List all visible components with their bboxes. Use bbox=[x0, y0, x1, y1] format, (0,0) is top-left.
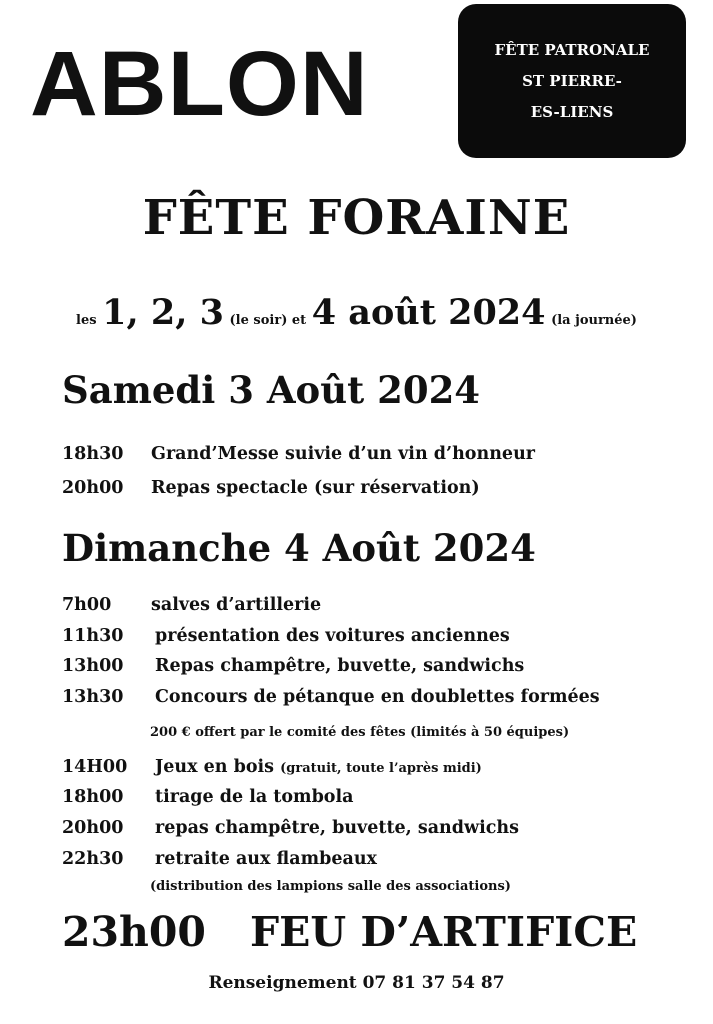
schedule-row bbox=[62, 444, 536, 464]
event-time: 18h00 bbox=[62, 787, 124, 807]
event-time: 18h30 bbox=[62, 444, 124, 464]
event-text: Concours de pétanque en doublettes formées bbox=[155, 687, 600, 707]
event-text: Jeux en bois bbox=[155, 757, 275, 777]
event-title: FÊTE FORAINE bbox=[142, 190, 571, 246]
event-time: 11h30 bbox=[62, 626, 124, 646]
event-text: Repas spectacle (sur réservation) bbox=[151, 478, 480, 498]
event-time: 22h30 bbox=[62, 849, 124, 869]
fireworks-time: 23h00 bbox=[62, 908, 206, 956]
badge-line-1: FÊTE PATRONALE bbox=[494, 40, 650, 59]
schedule-row bbox=[62, 626, 510, 646]
dates-last-day: 4 août 2024 bbox=[311, 292, 546, 333]
schedule-row bbox=[62, 595, 322, 615]
event-time: 14H00 bbox=[62, 757, 128, 777]
schedule-row bbox=[62, 849, 377, 869]
schedule-row bbox=[62, 478, 480, 498]
event-text-note: (gratuit, toute l’après midi) bbox=[280, 761, 482, 776]
schedule-row bbox=[62, 757, 482, 777]
event-text: Repas champêtre, buvette, sandwichs bbox=[155, 656, 525, 676]
event-text-group bbox=[155, 759, 482, 777]
event-text: tirage de la tombola bbox=[155, 787, 354, 807]
patronal-feast-badge bbox=[458, 4, 686, 158]
event-text: salves d’artillerie bbox=[151, 595, 322, 615]
event-time: 20h00 bbox=[62, 818, 124, 838]
event-dates bbox=[0, 292, 713, 333]
sunday-heading: Dimanche 4 Août 2024 bbox=[62, 526, 536, 570]
event-text: repas champêtre, buvette, sandwichs bbox=[155, 818, 519, 838]
schedule-row bbox=[62, 656, 525, 676]
event-text: Grand’Messe suivie d’un vin d’honneur bbox=[151, 444, 536, 464]
dates-days: 1, 2, 3 bbox=[102, 292, 224, 333]
fireworks-line bbox=[62, 908, 638, 956]
event-time: 7h00 bbox=[62, 595, 112, 615]
lampion-distribution-note: (distribution des lampions salle des associations) bbox=[150, 879, 511, 894]
event-time: 13h00 bbox=[62, 656, 124, 676]
contact-info: Renseignement 07 81 37 54 87 bbox=[208, 973, 505, 993]
event-text: retraite aux flambeaux bbox=[155, 849, 377, 869]
badge-line-2: ST PIERRE- bbox=[522, 71, 622, 90]
schedule-row bbox=[62, 687, 600, 707]
event-time: 20h00 bbox=[62, 478, 124, 498]
town-name: ABLON bbox=[30, 33, 369, 135]
dates-prefix: les bbox=[76, 313, 97, 328]
fireworks-title: FEU D’ARTIFICE bbox=[250, 908, 638, 956]
saturday-heading: Samedi 3 Août 2024 bbox=[62, 368, 481, 412]
badge-line-3: ES-LIENS bbox=[530, 102, 614, 121]
dates-day-note: (la journée) bbox=[551, 313, 637, 328]
event-text: présentation des voitures anciennes bbox=[155, 626, 510, 646]
event-time: 13h30 bbox=[62, 687, 124, 707]
schedule-row bbox=[62, 818, 519, 838]
dates-evening-note: (le soir) et bbox=[229, 313, 307, 328]
schedule-row bbox=[62, 787, 354, 807]
petanque-prize-note: 200 € offert par le comité des fêtes (limités à 50 équipes) bbox=[150, 725, 570, 740]
